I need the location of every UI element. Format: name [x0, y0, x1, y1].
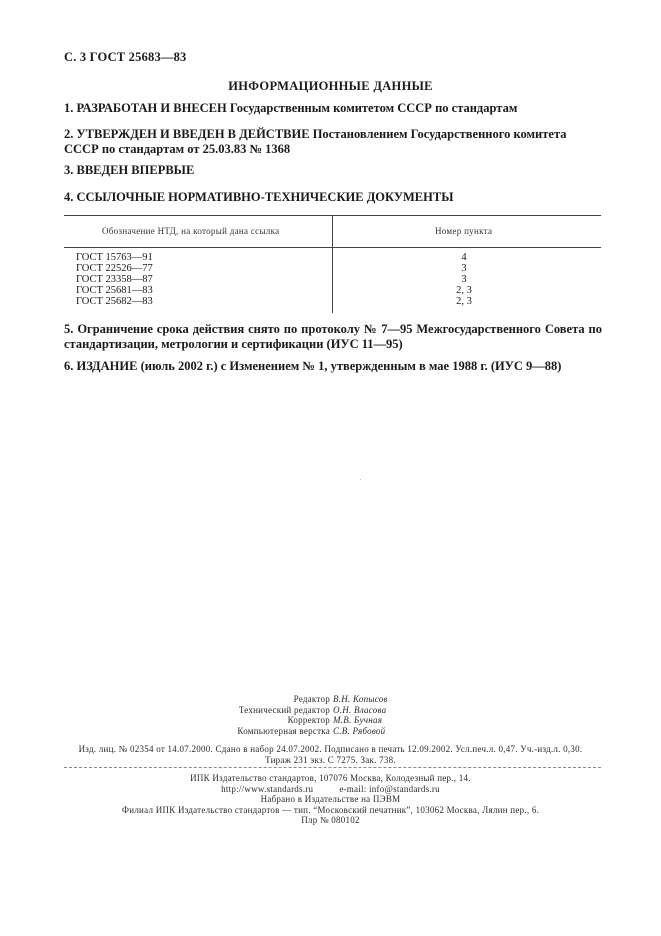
license-number: Плр № 080102 [301, 815, 360, 826]
table-row [64, 296, 601, 307]
info-item-first-introduced [64, 163, 602, 178]
publisher-info [0, 773, 661, 826]
item-number: 1. [64, 101, 74, 115]
document-designation: ГОСТ 23358—87 [76, 274, 153, 285]
staff-name: О.Н. Власова [333, 704, 387, 715]
staff-line [0, 705, 661, 716]
table-row [64, 263, 601, 274]
document-designation: ГОСТ 15763—91 [76, 252, 153, 263]
printing-house: Филиал ИПК Издательство стандартов — тип. “Московский печатник”, 103062 Москва, Лялин пер., 6. [121, 804, 540, 815]
scan-speck [360, 479, 361, 480]
item-number: 2. [64, 127, 74, 141]
info-item-validity-limit [64, 322, 602, 352]
document-designation: ГОСТ 25681—83 [76, 285, 153, 296]
editorial-staff [0, 694, 661, 736]
item-heading: ВВЕДЕН ВПЕРВЫЕ [76, 163, 195, 177]
staff-role: Редактор [293, 694, 330, 704]
staff-role: Технический редактор [238, 704, 330, 715]
reference-documents-table [64, 215, 601, 313]
publisher-email: e-mail: info@standards.ru [339, 783, 440, 794]
item-text: Постановлением Государственного комитета СССР по стандартам от 25.03.83 № 1368 [64, 127, 567, 156]
printing-info-line: Тираж 231 экз. С 7275. Зак. 738. [265, 755, 396, 765]
info-item-developed [64, 101, 602, 116]
document-designation: ГОСТ 25682—83 [76, 296, 153, 307]
staff-line [0, 694, 661, 705]
typeset-note: Набрано в Издательстве на ПЭВМ [260, 794, 401, 805]
table-row [64, 285, 601, 296]
info-item-reference-docs [64, 190, 602, 205]
staff-line [0, 715, 661, 726]
item-number: 3. [64, 163, 74, 177]
imprint-divider [64, 767, 601, 768]
staff-name: В.Н. Копысов [333, 694, 388, 704]
item-number: 4. [64, 190, 74, 204]
clause-number: 3 [461, 274, 467, 285]
item-heading: УТВЕРЖДЕН И ВВЕДЕН В ДЕЙСТВИЕ [76, 127, 310, 141]
info-item-edition [64, 359, 602, 374]
staff-line [0, 726, 661, 737]
staff-name: М.В. Бучная [333, 715, 383, 725]
publisher-address: ИПК Издательство стандартов, 107076 Москва, Колодезный пер., 14. [190, 773, 471, 783]
item-heading: ССЫЛОЧНЫЕ НОРМАТИВНО-ТЕХНИЧЕСКИЕ ДОКУМЕНТЫ [76, 190, 454, 204]
section-title: ИНФОРМАЦИОННЫЕ ДАННЫЕ [228, 79, 433, 93]
table-row [64, 252, 601, 263]
column-header-document: Обозначение НТД, на который дана ссылка [102, 226, 280, 236]
printing-info-line: Изд. лиц. № 02354 от 14.07.2000. Сдано в набор 24.07.2002. Подписано в печать 12.09.2002. Усл.печ.л. 0,47. Уч.-изд.л. 0,30. [78, 744, 583, 754]
clause-number: 3 [461, 263, 467, 274]
staff-role: Компьютерная верстка [237, 725, 330, 736]
column-header-clause: Номер пункта [435, 226, 493, 236]
page-header: С. 3 ГОСТ 25683—83 [64, 50, 187, 64]
item-text: Государственным комитетом СССР по стандартам [229, 101, 518, 115]
publisher-contacts [0, 784, 661, 795]
table-row [64, 274, 601, 285]
document-designation: ГОСТ 22526—77 [76, 263, 153, 274]
publisher-website: http://www.standards.ru [221, 783, 314, 794]
item-heading: ИЗДАНИЕ [76, 359, 138, 373]
item-text: (июль 2002 г.) с Изменением № 1, утвержденным в мае 1988 г. (ИУС 9—88) [140, 359, 562, 373]
staff-name: С.В. Рябовой [333, 725, 386, 736]
printing-info [0, 744, 661, 766]
item-text: Ограничение срока действия снято по протоколу № 7—95 Межгосударственного Совета по стандартизации, метрологии и сертификации (ИУС 11—95) [64, 322, 603, 351]
clause-number: 2, 3 [456, 285, 472, 296]
info-item-approved [64, 127, 602, 157]
clause-number: 4 [461, 252, 467, 263]
item-number: 6. [64, 359, 74, 373]
table-body [64, 252, 601, 307]
clause-number: 2, 3 [456, 296, 472, 307]
staff-role: Корректор [287, 715, 330, 725]
item-number: 5. [64, 322, 74, 336]
item-heading: РАЗРАБОТАН И ВНЕСЕН [76, 101, 227, 115]
